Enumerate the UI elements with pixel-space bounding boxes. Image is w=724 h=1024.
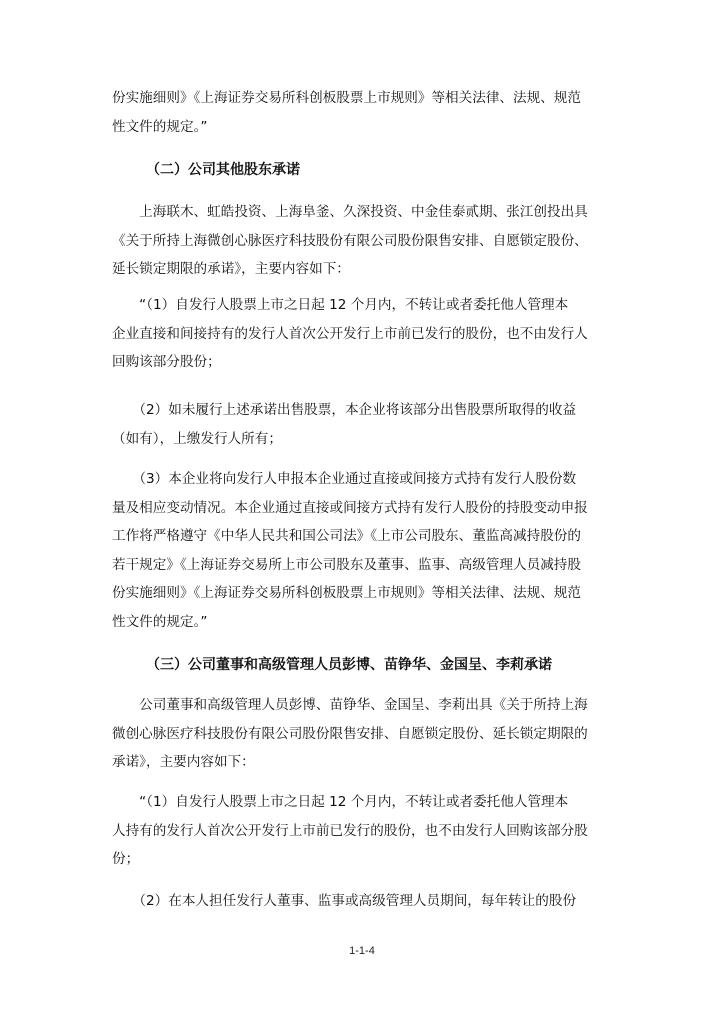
section-heading-other-shareholders: （二）公司其他股东承诺 <box>146 162 300 178</box>
executives-item-1: “（1）自发行人股票上市之日起 12 个月内，不转让或者委托他人管理本 人持有的发行人首次公开发行上市前已发行的股份，也不由发行人回购该部分股 份； <box>112 794 588 867</box>
section-heading-executives: （三）公司董事和高级管理人员彭博、苗铮华、金国呈、李莉承诺 <box>146 657 552 673</box>
other-shareholders-intro-paragraph: 上海联木、虹皓投资、上海阜釜、久深投资、中金佳泰贰期、张江创投出具 《关于所持上海微创心脉医疗科技股份有限公司股份限售安排、自愿锁定股份、 延长锁定期限的承诺》，主要内容如下： <box>112 204 588 277</box>
continuation-paragraph: 份实施细则》《上海证券交易所科创板股票上市规则》等相关法律、法规、规范 性文件的规定。” <box>112 90 581 135</box>
other-shareholders-item-1: “（1）自发行人股票上市之日起 12 个月内，不转让或者委托他人管理本 企业直接和间接持有的发行人首次公开发行上市前已发行的股份，也不由发行人 回购该部分股份； <box>112 297 588 370</box>
executives-intro-paragraph: 公司董事和高级管理人员彭博、苗铮华、金国呈、李莉出具《关于所持上海 微创心脉医疗科技股份有限公司股份限售安排、自愿锁定股份、延长锁定期限的 承诺》，主要内容如下： <box>112 697 588 770</box>
other-shareholders-item-3: （3）本企业将向发行人申报本企业通过直接或间接方式持有发行人股份数 量及相应变动情况。本企业通过直接或间接方式持有发行人股份的持股变动申报 工作将严格遵守《中华人民共和国公司法》《上市公司股东、董监高减持股份的 若干规定》《上海证券交易所上市公司股东及董事、监事、高级管理人员减持股 份实施细则》《上海证券交易所科创板股票上市规则》等相关法律、法规、规范 性文件的规定。” <box>112 471 588 630</box>
executives-item-2: （2）在本人担任发行人董事、监事或高级管理人员期间，每年转让的股份 <box>112 893 577 909</box>
page-number: 1-1-4 <box>349 945 375 957</box>
other-shareholders-item-2: （2）如未履行上述承诺出售股票，本企业将该部分出售股票所取得的收益 （如有），上缴发行人所有； <box>112 402 577 447</box>
